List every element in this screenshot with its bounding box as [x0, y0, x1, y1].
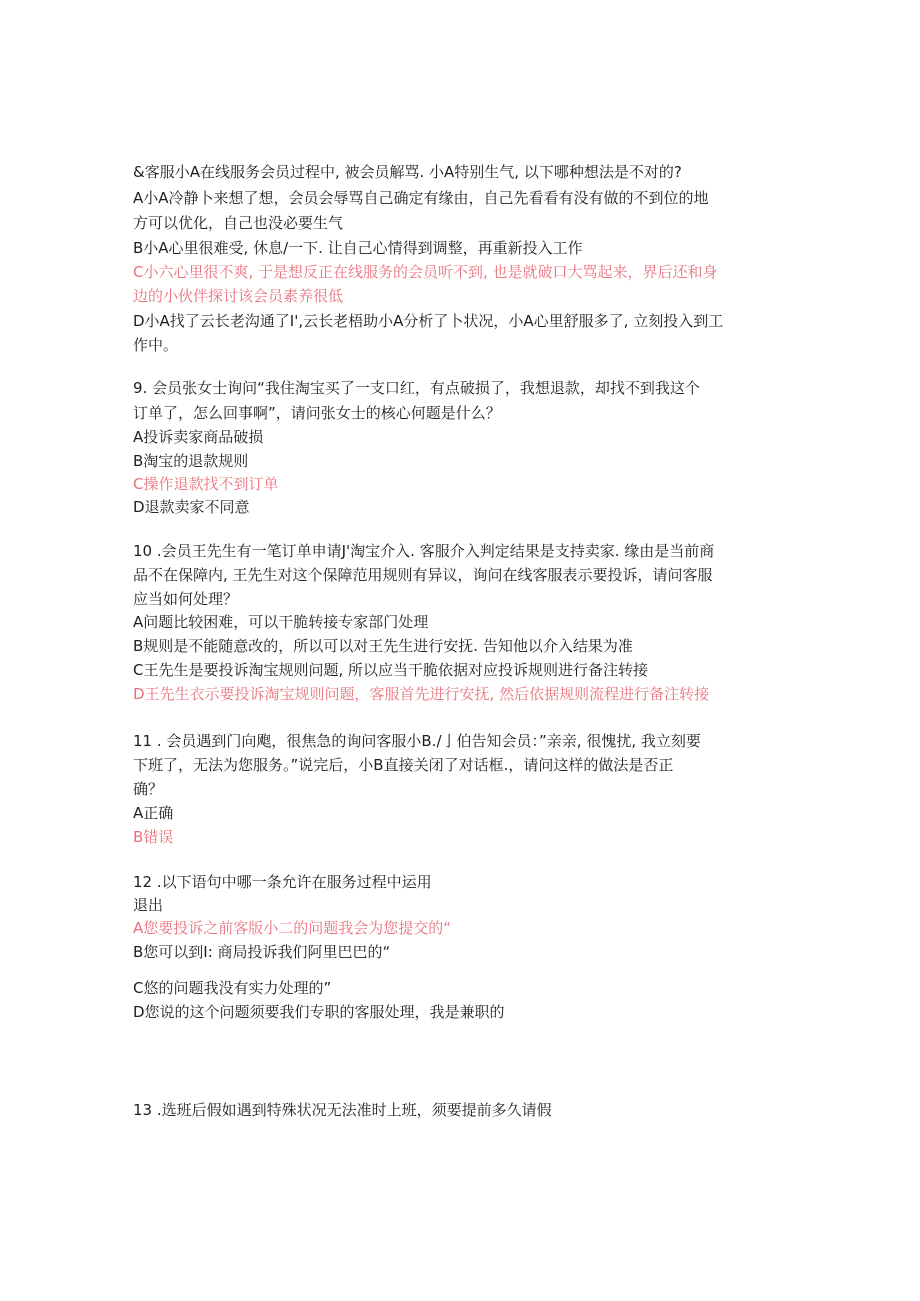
question-10-text-cont-1: 品不在保障内, 王先生对这个保障范用规则有异议，询问在线客服表示要投诉，请问客服 — [133, 566, 713, 584]
question-9-option-a: A投诉卖家商品破损 — [133, 428, 264, 446]
question-8-text: &客服小A在线服务会员过程中, 被会员解骂. 小A特别生气, 以下哪种想法是不对的? — [133, 163, 682, 181]
question-9-option-b: B淘宝的退款规则 — [133, 452, 249, 470]
question-8-option-d: D小A找了云长老沟通了I',云长老梧助小A分析了卜状况，小A心里舒服多了, 立刻投入到工 — [133, 312, 724, 330]
question-10-option-d-answer: D王先生衣示要投诉淘宝规则问题，客服首先进行安抚, 然后依据规则流程进行备注转接 — [133, 685, 710, 703]
question-8-option-b: B小A心里很难受, 休息/一下. 让自己心情得到调整，再重新投入工作 — [133, 239, 583, 257]
question-12-text-cont: 退出 — [133, 896, 164, 914]
question-10-option-a: A问题比较困难，可以干脆转接专家部门处理 — [133, 613, 429, 631]
question-8-option-a-cont: 方可以优化，自己也没必要生气 — [133, 214, 344, 232]
question-10-text-cont-2: 应当如何处理？ — [133, 590, 239, 608]
question-10-text: 10 .会员王先生有一笔订单申请J'淘宝介入. 客服介入判定结果是支持卖家. 缘由是当前商 — [133, 542, 715, 560]
question-8-option-c-answer: C小六心里很不爽, 于是想反正在线服务的会员听不到, 也是就破口大骂起来，界后还和身 — [133, 263, 718, 281]
question-9-text: 9. 会员张女士询问“我住淘宝买了一支口红，有点破损了，我想退款，却找不到我这个 — [133, 379, 700, 397]
question-12-option-c: C悠的问题我没有实力处理的” — [133, 979, 332, 997]
question-8-option-c-answer-cont: 边的小伙伴探讨该会员素养很低 — [133, 287, 344, 305]
question-8-option-a: A小A冷静卜来想了想，会员会辱骂自己确定有缘由，自己先看看有没有做的不到位的地 — [133, 189, 709, 207]
question-10-option-c: C王先生是要投诉淘宝规则问题, 所以应当干脆依据对应投诉规则进行备注转接 — [133, 661, 649, 679]
question-11-text: 11 . 会员遇到门向飑，很焦急的询问客服小B./亅伯告知会员：”亲亲, 很愧扰, 我立刻要 — [133, 732, 701, 750]
question-9-option-d: D退款卖家不同意 — [133, 498, 250, 516]
question-8-option-d-cont: 作中。 — [133, 336, 179, 354]
question-12-option-b: B您可以到I: 商局投诉我们阿里巴巴的“ — [133, 943, 391, 961]
question-12-option-d: D您说的这个问题须要我们专职的客服处理，我是兼职的 — [133, 1003, 505, 1021]
question-10-option-b: B规则是不能随意改的，所以可以对王先生进行安抚. 告知他以介入结果为准 — [133, 637, 633, 655]
question-9-option-c-answer: C操作退款找不到订单 — [133, 475, 279, 493]
question-11-text-cont-1: 下班了，无法为您服务。”说完后，小B直接关闭了对话框.，请问这样的做法是否正 — [133, 756, 674, 774]
question-12-option-a-answer: A您要投诉之前客版小二的问题我会为您提交的“ — [133, 919, 452, 937]
question-11-option-b-answer: B错误 — [133, 828, 174, 846]
question-11-option-a: A正确 — [133, 804, 174, 822]
question-11-text-cont-2: 确？ — [133, 780, 164, 798]
question-12-text: 12 .以下语句中哪一条允许在服务过程中运用 — [133, 873, 432, 891]
question-9-text-cont: 订单了，怎么回事啊”，请问张女士的核心何题是什么？ — [133, 404, 501, 422]
question-13-text: 13 .选班后假如遇到特殊状况无法准时上班，须要提前多久请假 — [133, 1101, 552, 1119]
